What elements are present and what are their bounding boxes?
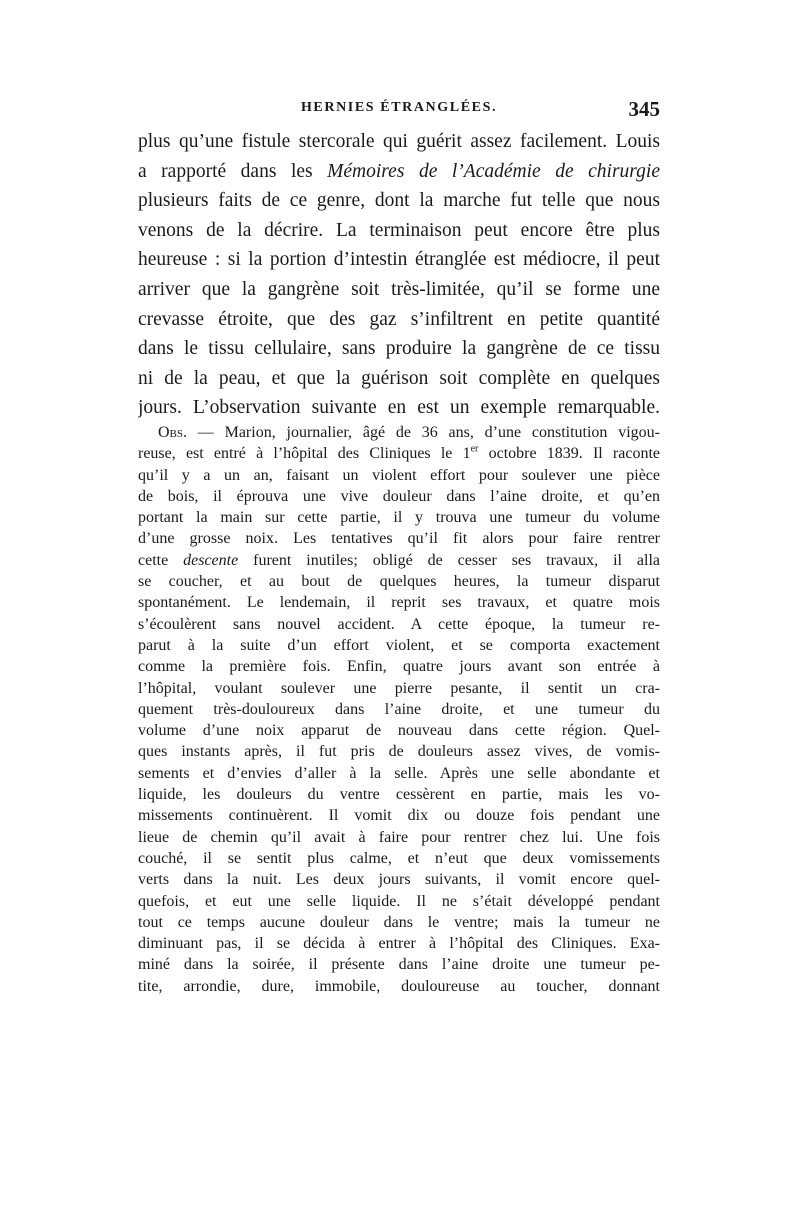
observation-paragraph	[138, 422, 660, 997]
text-line: verts dans la nuit. Les deux jours suivants, il vomit encore quel-	[138, 871, 660, 889]
italic-word: descente	[183, 551, 239, 569]
text-line: Obs. — Marion, journalier, âgé de 36 ans, d’une constitution vigou-	[158, 424, 660, 441]
text-line: ni de la peau, et que la guérison soit complète en quelques	[138, 367, 660, 389]
text-line: volume d’une noix apparut de nouveau dans cette région. Quel-	[138, 722, 660, 740]
text-line: spontanément. Le lendemain, il reprit ses travaux, et quatre mois	[138, 594, 660, 612]
text-line: s’écoulèrent sans nouvel accident. A cette époque, la tumeur re-	[138, 615, 660, 633]
text-line: sements et d’envies d’aller à la selle. Après une selle abondante et	[138, 764, 660, 782]
running-head	[138, 97, 660, 124]
text-line: missements continuèrent. Il vomit dix ou douze fois pendant une	[138, 807, 660, 825]
ordinal-superscript: er	[470, 443, 479, 455]
running-title: HERNIES ÉTRANGLÉES.	[300, 100, 498, 115]
text-line: comme la première fois. Enfin, quatre jours avant son entrée à	[138, 658, 660, 676]
text-line: plus qu’une fistule stercorale qui guérit assez facilement. Louis	[138, 131, 660, 152]
text-line: couché, il se sentit plus calme, et n’eut que deux vomissements	[138, 849, 660, 867]
text-line: cette descente furent inutiles; obligé de cesser ses travaux, il alla	[138, 551, 660, 569]
text-line: l’hôpital, voulant soulever une pierre pesante, il sentit un cra-	[138, 679, 660, 697]
text-line: reuse, est entré à l’hôpital des Cliniques le 1er octobre 1839. Il raconte	[138, 443, 660, 463]
main-paragraph	[138, 127, 660, 423]
text-line: plusieurs faits de ce genre, dont la marche fut telle que nous	[138, 190, 660, 212]
text-line: miné dans la soirée, il présente dans l’aine droite une tumeur pe-	[138, 956, 660, 974]
text-line: quement très-douloureux dans l’aine droite, et une tumeur du	[138, 700, 660, 718]
book-title-italic: Mémoires de l’Académie de chirurgie	[327, 160, 660, 182]
text-line: dans le tissu cellulaire, sans produire la gangrène de ce tissu	[138, 338, 660, 360]
text-line: arriver que la gangrène soit très-limitée, qu’il se forme une	[138, 278, 660, 300]
text-line: quefois, et eut une selle liquide. Il ne s’était développé pendant	[138, 892, 660, 910]
text-line: d’une grosse noix. Les tentatives qu’il fit alors pour faire rentrer	[138, 530, 660, 548]
text-line: de bois, il éprouva une vive douleur dans l’aine droite, et qu’en	[138, 487, 660, 505]
text-line: jours. L’observation suivante en est un exemple remarquable.	[138, 397, 660, 419]
observation-label: Obs.	[158, 424, 188, 441]
text-line: diminuant pas, il se décida à entrer à l’hôpital des Cliniques. Exa-	[138, 935, 660, 953]
text-line: lieue de chemin qu’il avait à faire pour rentrer chez lui. Une fois	[138, 828, 660, 846]
text-line: qu’il y a un an, faisant un violent effort pour soulever une pièce	[138, 466, 660, 484]
text-line: tout ce temps aucune douleur dans le ventre; mais la tumeur ne	[138, 913, 660, 931]
text-line: heureuse : si la portion d’intestin étranglée est médiocre, il peut	[138, 249, 660, 271]
text-line: a rapporté dans les Mémoires de l’Académie de chirurgie	[138, 160, 660, 182]
page-number: 345	[628, 97, 660, 121]
text-line: tite, arrondie, dure, immobile, douloureuse au toucher, donnant	[138, 977, 660, 995]
text-line: liquide, les douleurs du ventre cessèrent en partie, mais les vo-	[138, 786, 660, 804]
text-line: se coucher, et au bout de quelques heures, la tumeur disparut	[138, 573, 660, 591]
text-line: portant la main sur cette partie, il y trouva une tumeur du volume	[138, 509, 660, 527]
text-line: ques instants après, il fut pris de douleurs assez vives, de vomis-	[138, 743, 660, 761]
text-line: crevasse étroite, que des gaz s’infiltrent en petite quantité	[138, 308, 660, 330]
text-line: venons de la décrire. La terminaison peut encore être plus	[138, 219, 660, 241]
text-line: parut à la suite d’un effort violent, et se comporta exactement	[138, 636, 660, 654]
